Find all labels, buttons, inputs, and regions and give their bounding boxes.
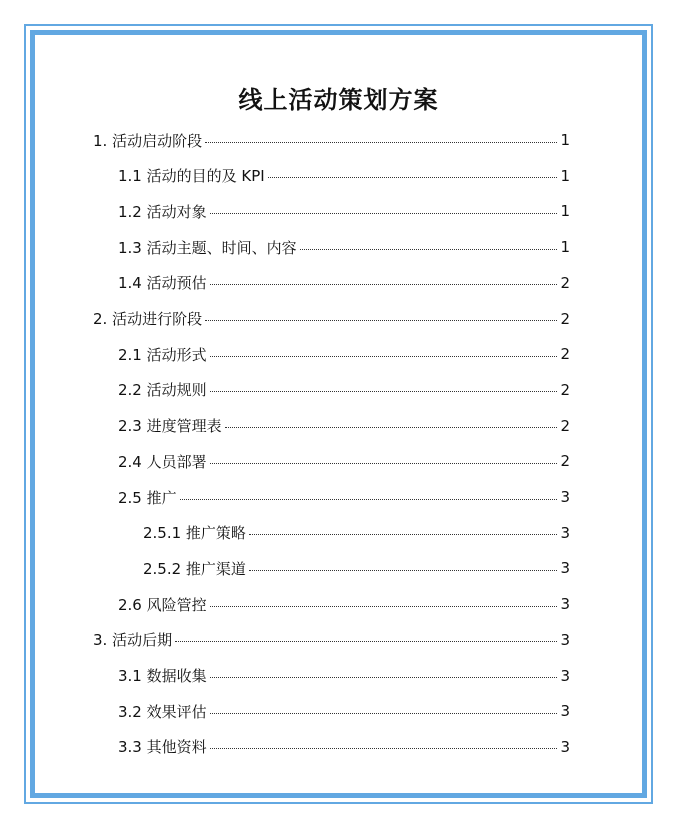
toc-entry-label: 3.2 效果评估 <box>118 702 207 721</box>
toc-entry-label: 1.4 活动预估 <box>118 274 207 293</box>
toc-entry[interactable] <box>118 693 570 729</box>
toc-page-number: 3 <box>560 630 570 649</box>
toc-entry[interactable] <box>93 122 570 158</box>
toc-entry-label: 2.5.2 推广渠道 <box>143 559 246 578</box>
toc-entry[interactable] <box>118 479 570 515</box>
toc-entry[interactable] <box>118 229 570 265</box>
toc-page-number: 3 <box>560 523 570 542</box>
toc-entry-label: 1.1 活动的目的及 KPI <box>118 167 265 186</box>
toc-entry[interactable] <box>118 265 570 301</box>
toc-entry[interactable] <box>118 586 570 622</box>
toc-entry-label: 3.1 数据收集 <box>118 667 207 685</box>
dot-leader <box>225 427 557 428</box>
toc-entry-label: 2.2 活动规则 <box>118 381 207 400</box>
toc-entry[interactable] <box>143 515 570 551</box>
toc-entry-label: 2.1 活动形式 <box>118 345 207 364</box>
toc-page-number: 3 <box>560 595 570 614</box>
toc-entry[interactable] <box>118 193 570 229</box>
dot-leader <box>210 748 557 749</box>
toc-page-number: 1 <box>560 238 570 257</box>
toc-page-number: 2 <box>560 416 570 435</box>
dot-leader <box>210 213 557 214</box>
toc-entry-label: 3. 活动后期 <box>93 631 173 650</box>
dot-leader <box>249 534 557 535</box>
toc-entry-label: 1. 活动启动阶段 <box>93 131 203 150</box>
toc-entry[interactable] <box>118 658 570 694</box>
toc-entry[interactable] <box>118 372 570 408</box>
toc-entry-label: 2.3 进度管理表 <box>118 417 222 436</box>
toc-page-number: 2 <box>560 380 570 399</box>
dot-leader <box>210 284 557 285</box>
toc-page-number: 1 <box>560 202 570 221</box>
dot-leader <box>268 177 557 178</box>
toc-page-number: 2 <box>560 345 570 364</box>
document-title: 线上活动策划方案 <box>238 86 439 114</box>
toc-page-number: 3 <box>560 559 570 578</box>
dot-leader <box>210 356 557 357</box>
toc-page-number: 2 <box>560 452 570 471</box>
dot-leader <box>205 320 557 321</box>
toc-entry-label: 2.5 推广 <box>118 488 177 507</box>
dot-leader <box>180 499 557 500</box>
toc-entry-label: 2.4 人员部署 <box>118 452 207 471</box>
dot-leader <box>300 249 557 250</box>
toc-entry[interactable] <box>118 158 570 194</box>
toc-page-number: 3 <box>560 488 570 506</box>
dot-leader <box>249 570 557 571</box>
toc-entry[interactable] <box>93 301 570 337</box>
toc-entry[interactable] <box>118 336 570 372</box>
toc-entry-label: 1.3 活动主题、时间、内容 <box>118 238 297 257</box>
dot-leader <box>210 391 557 392</box>
dot-leader <box>175 641 557 642</box>
toc-entry[interactable] <box>118 408 570 444</box>
dot-leader <box>210 713 557 714</box>
dot-leader <box>210 463 557 464</box>
dot-leader <box>205 142 557 143</box>
toc-entry-label: 3.3 其他资料 <box>118 738 207 757</box>
toc-entry[interactable] <box>93 622 570 658</box>
toc-page-number: 3 <box>560 702 570 721</box>
toc-page-number: 2 <box>560 273 570 292</box>
dot-leader <box>210 677 557 678</box>
toc-page-number: 1 <box>560 166 570 185</box>
toc-page-number: 2 <box>560 309 570 328</box>
toc-entry-label: 2. 活动进行阶段 <box>93 310 203 328</box>
toc-entry-label: 2.6 风险管控 <box>118 595 207 614</box>
toc-page-number: 3 <box>560 737 570 756</box>
toc-page-number: 3 <box>560 666 570 685</box>
toc-page-number: 1 <box>560 131 570 149</box>
toc-entry-label: 2.5.1 推广策略 <box>143 524 246 543</box>
dot-leader <box>210 606 557 607</box>
toc-entry[interactable] <box>118 443 570 479</box>
toc-entry-label: 1.2 活动对象 <box>118 202 207 221</box>
toc-entry[interactable] <box>118 729 570 765</box>
toc-entry[interactable] <box>143 550 570 586</box>
